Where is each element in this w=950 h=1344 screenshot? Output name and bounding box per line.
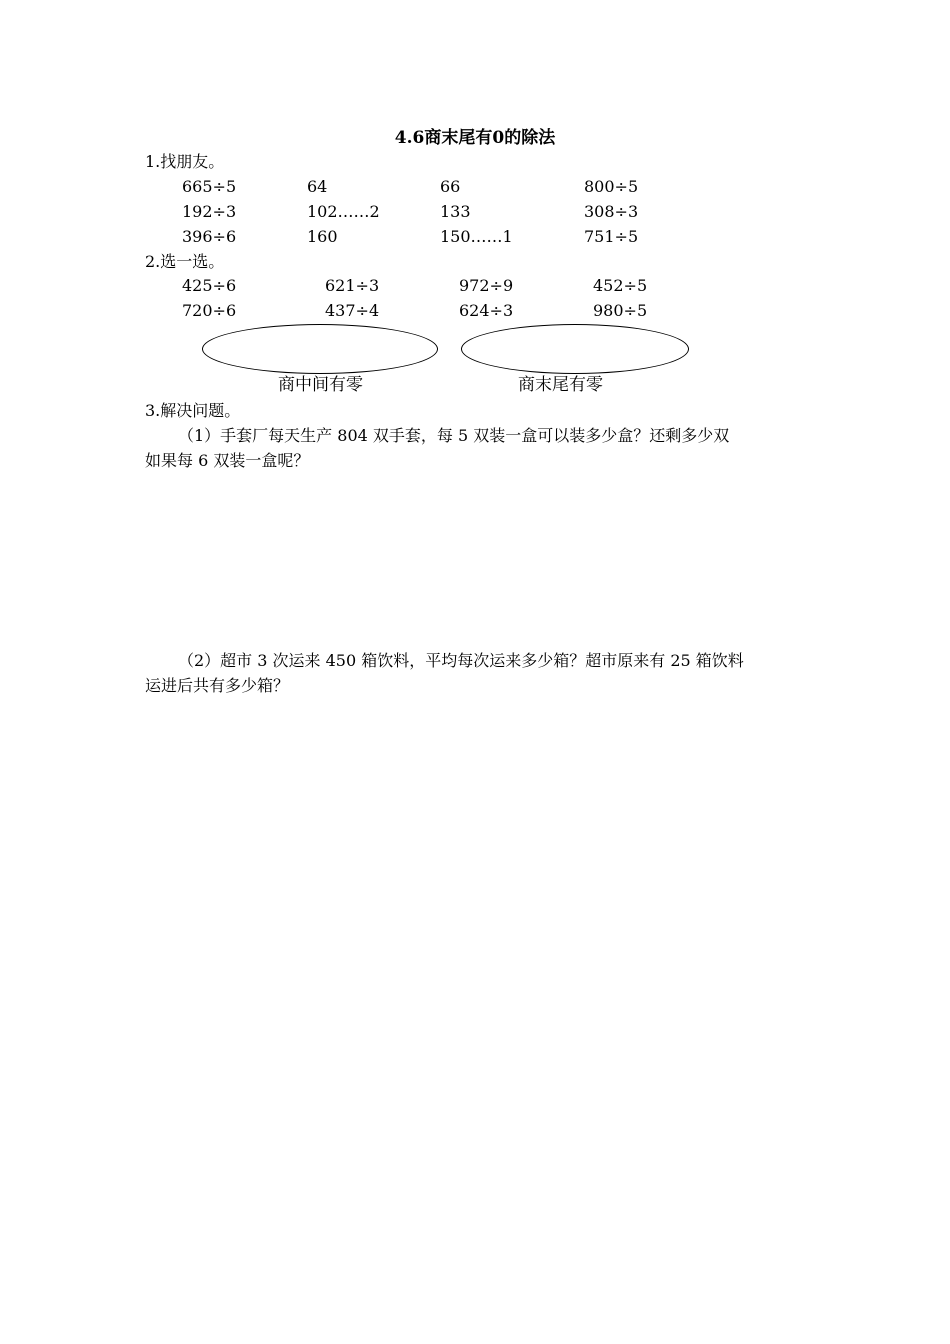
- problem1-line2: 如果每 6 双装一盒呢？: [145, 451, 310, 470]
- choice-item: 621÷3: [325, 276, 380, 295]
- match-item: 133: [440, 202, 471, 221]
- match-item: 308÷3: [584, 202, 639, 221]
- match-item: 64: [307, 177, 328, 196]
- choice-item: 972÷9: [459, 276, 514, 295]
- choice-item: 437÷4: [325, 301, 380, 320]
- match-item: 150……1: [440, 227, 513, 246]
- choice-item: 624÷3: [459, 301, 514, 320]
- answer-ellipse-middle-zero: [202, 324, 438, 374]
- section1-heading: 1.找朋友。: [145, 152, 225, 171]
- match-item: 800÷5: [584, 177, 639, 196]
- ellipse-label-end-zero: 商末尾有零: [518, 375, 603, 395]
- section3-heading: 3.解决问题。: [145, 401, 241, 420]
- choice-item: 720÷6: [182, 301, 237, 320]
- match-item: 665÷5: [182, 177, 237, 196]
- answer-ellipse-end-zero: [461, 324, 689, 374]
- section2-heading: 2.选一选。: [145, 252, 225, 271]
- page-title: 4.6商末尾有0的除法: [394, 128, 556, 148]
- problem1-line1: （1）手套厂每天生产 804 双手套，每 5 双装一盒可以装多少盒？还剩多少双: [178, 426, 730, 445]
- problem2-line1: （2）超市 3 次运来 450 箱饮料，平均每次运来多少箱？超市原来有 25 箱饮料: [178, 651, 744, 670]
- match-item: 396÷6: [182, 227, 237, 246]
- match-item: 66: [440, 177, 461, 196]
- choice-item: 980÷5: [593, 301, 648, 320]
- match-item: 102……2: [307, 202, 380, 221]
- choice-item: 452÷5: [593, 276, 648, 295]
- ellipse-label-middle-zero: 商中间有零: [278, 375, 363, 395]
- match-item: 192÷3: [182, 202, 237, 221]
- problem2-line2: 运进后共有多少箱？: [145, 676, 290, 695]
- match-item: 160: [307, 227, 338, 246]
- match-item: 751÷5: [584, 227, 639, 246]
- choice-item: 425÷6: [182, 276, 237, 295]
